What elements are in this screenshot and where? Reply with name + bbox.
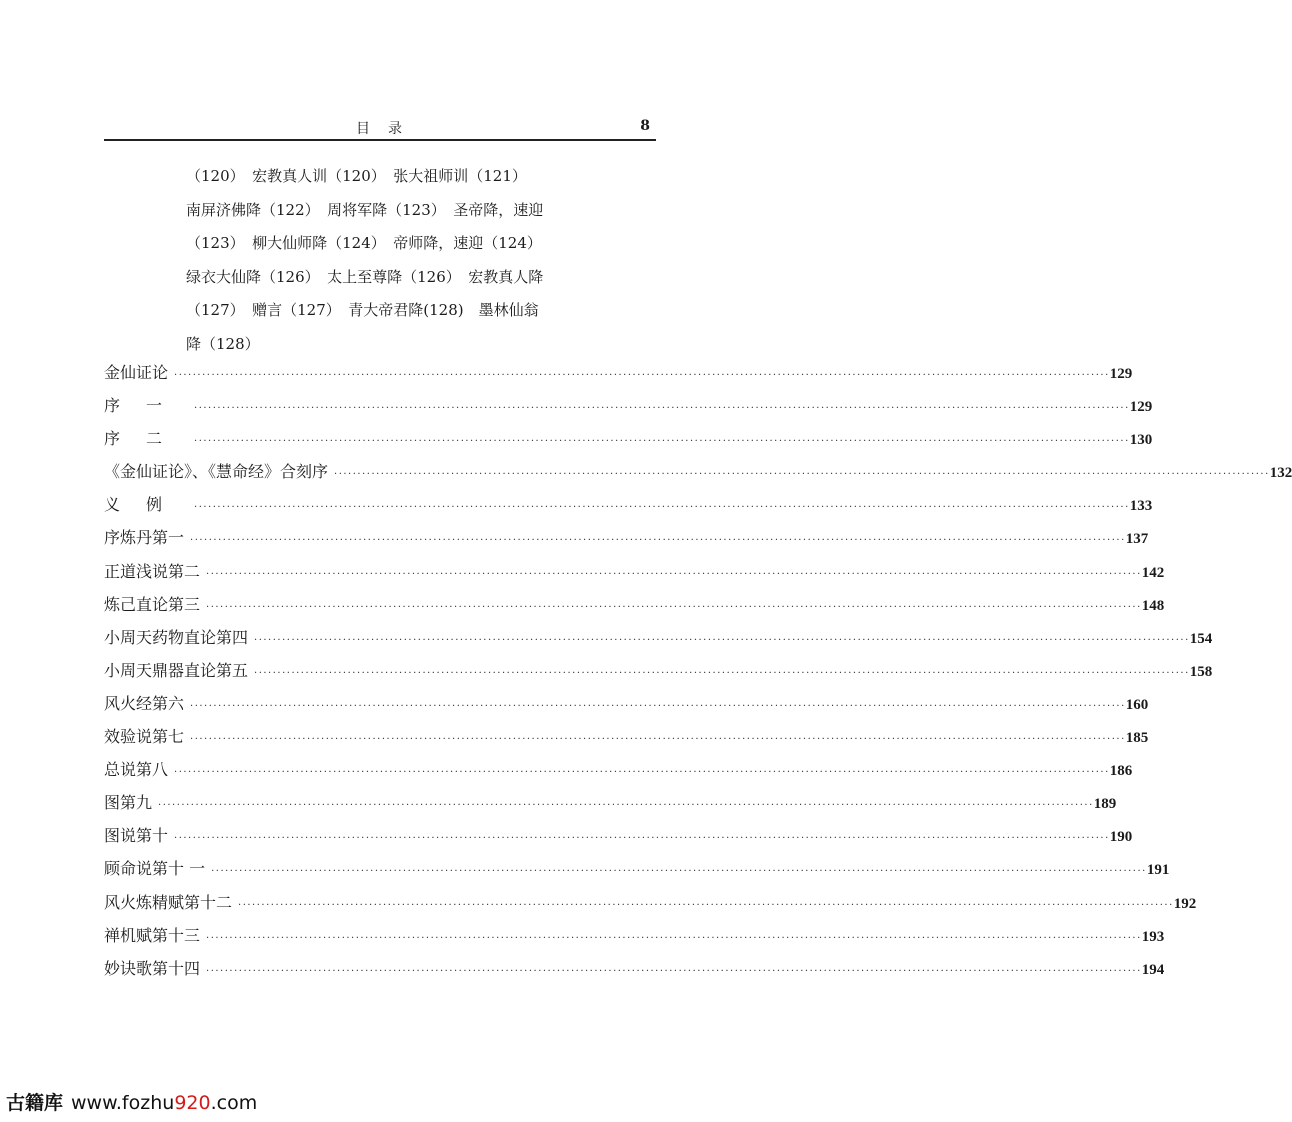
- toc-entry[interactable]: [104, 525, 1149, 558]
- toc-entry[interactable]: [104, 856, 1170, 889]
- continuation-line: （123） 柳大仙师降（124） 帝师降，速迎（124）: [186, 234, 542, 252]
- toc-leader-dots: ········································································································································································································: [206, 601, 1142, 613]
- running-header: [104, 118, 656, 138]
- toc-entry[interactable]: [104, 393, 1153, 426]
- toc-leader-dots: ········································································································································································································: [174, 833, 1110, 845]
- header-page-number: 8: [640, 118, 650, 134]
- toc-entry[interactable]: [104, 658, 1213, 691]
- footer-url-suffix: .com: [210, 1092, 258, 1114]
- toc-entry-page: 154: [1189, 630, 1213, 647]
- toc-entry-page: 129: [1129, 399, 1153, 416]
- toc-entry-page: 193: [1141, 928, 1165, 945]
- toc-entry-page: 137: [1125, 531, 1149, 548]
- toc-entry[interactable]: [104, 757, 1133, 790]
- toc-entry[interactable]: [104, 559, 1165, 592]
- continuation-line: 南屏济佛降（122） 周将军降（123） 圣帝降，速迎: [186, 200, 544, 219]
- toc-entry[interactable]: [104, 592, 1165, 625]
- toc-entry-title: 序一: [104, 396, 189, 416]
- toc-leader-dots: ········································································································································································································: [190, 700, 1126, 712]
- toc-entry-title: 图说第十: [104, 826, 169, 846]
- toc-leader-dots: ········································································································································································································: [211, 866, 1147, 878]
- continuation-line: （120） 宏教真人训（120） 张大祖师训（121）: [186, 167, 527, 185]
- toc-entry[interactable]: [104, 890, 1197, 923]
- toc-entry-page: 189: [1093, 796, 1117, 813]
- toc-entry-title: 禅机赋第十三: [104, 925, 201, 945]
- toc-entry[interactable]: [104, 923, 1165, 956]
- toc-entry-page: 194: [1141, 961, 1165, 978]
- toc-entry[interactable]: [104, 426, 1153, 459]
- toc-entry-title: 义例: [104, 495, 189, 515]
- toc-entry[interactable]: [104, 459, 1292, 492]
- toc-entry-title: 小周天鼎器直论第五: [104, 660, 249, 680]
- toc-entry-page: 158: [1189, 663, 1213, 680]
- toc-leader-dots: ········································································································································································································: [194, 403, 1130, 415]
- toc-entry-title: 金仙证论: [104, 363, 169, 382]
- toc-entry-title: 序二: [104, 429, 189, 449]
- toc-entry-page: 130: [1129, 432, 1153, 449]
- toc-leader-dots: ········································································································································································································: [254, 667, 1190, 679]
- toc-leader-dots: ········································································································································································································: [174, 370, 1110, 381]
- toc-entry[interactable]: [104, 790, 1117, 823]
- continuation-block: [186, 160, 666, 361]
- toc-leader-dots: ········································································································································································································: [238, 899, 1174, 911]
- footer-url-number: 920: [174, 1092, 211, 1114]
- toc-entry-page: 186: [1109, 763, 1133, 780]
- header-rule: [104, 139, 656, 141]
- toc-leader-dots: ········································································································································································································: [194, 436, 1130, 448]
- toc-entry[interactable]: [104, 956, 1165, 989]
- watermark-footer: [6, 1088, 257, 1115]
- toc-entry-title: 正道浅说第二: [104, 561, 201, 581]
- toc-entry-page: 133: [1129, 498, 1153, 515]
- toc-entry-page: 129: [1109, 366, 1133, 382]
- toc-entry-page: 142: [1141, 564, 1165, 581]
- toc-entry-title: 风火炼精赋第十二: [104, 892, 233, 912]
- footer-url-prefix: www.fozhu: [71, 1092, 175, 1114]
- toc-entry[interactable]: [104, 724, 1149, 757]
- toc-entry-title: 风火经第六: [104, 693, 185, 713]
- toc-leader-dots: ········································································································································································································: [334, 469, 1270, 481]
- toc-entry[interactable]: [104, 360, 1133, 393]
- toc-entry-title: 图第九: [104, 793, 153, 813]
- toc-leader-dots: ········································································································································································································: [206, 932, 1142, 944]
- toc-leader-dots: ········································································································································································································: [254, 634, 1190, 646]
- toc-leader-dots: ········································································································································································································: [190, 535, 1126, 547]
- toc-entry-title: 序炼丹第一: [104, 528, 185, 548]
- toc-leader-dots: ········································································································································································································: [194, 502, 1130, 514]
- toc-entry[interactable]: [104, 625, 1213, 658]
- toc-entry[interactable]: [104, 691, 1149, 724]
- toc-entry-title: 顾命说第十 一: [104, 859, 206, 879]
- toc-entry-title: 效验说第七: [104, 727, 185, 747]
- toc-entry-page: 160: [1125, 696, 1149, 713]
- continuation-line: 降（128）: [186, 334, 260, 353]
- toc-leader-dots: ········································································································································································································: [158, 800, 1094, 812]
- toc-entry-page: 132: [1269, 465, 1292, 482]
- toc-entry-title: 炼己直论第三: [104, 594, 201, 614]
- toc-entry-page: 190: [1109, 829, 1133, 846]
- continuation-line: 绿衣大仙降（126） 太上至尊降（126） 宏教真人降: [186, 267, 544, 286]
- toc-leader-dots: ········································································································································································································: [190, 734, 1126, 746]
- footer-brand: 古籍库: [6, 1092, 64, 1114]
- toc-entry-page: 148: [1141, 597, 1165, 614]
- continuation-line: （127） 赠言（127） 青大帝君降(128) 墨林仙翁: [186, 301, 539, 319]
- table-of-contents: [104, 360, 1292, 989]
- header-title: 目录: [356, 121, 420, 137]
- toc-entry-title: 总说第八: [104, 760, 169, 780]
- toc-leader-dots: ········································································································································································································: [174, 767, 1110, 779]
- toc-leader-dots: ········································································································································································································: [206, 568, 1142, 580]
- toc-entry[interactable]: [104, 492, 1153, 525]
- toc-entry-page: 185: [1125, 730, 1149, 747]
- toc-entry-page: 192: [1173, 895, 1197, 912]
- toc-leader-dots: ········································································································································································································: [206, 965, 1142, 977]
- toc-entry-page: 191: [1146, 862, 1170, 879]
- toc-entry[interactable]: [104, 823, 1133, 856]
- toc-entry-title: 小周天药物直论第四: [104, 627, 249, 647]
- toc-entry-title: 《金仙证论》、《慧命经》合刻序: [104, 462, 329, 482]
- toc-entry-title: 妙诀歌第十四: [104, 958, 201, 978]
